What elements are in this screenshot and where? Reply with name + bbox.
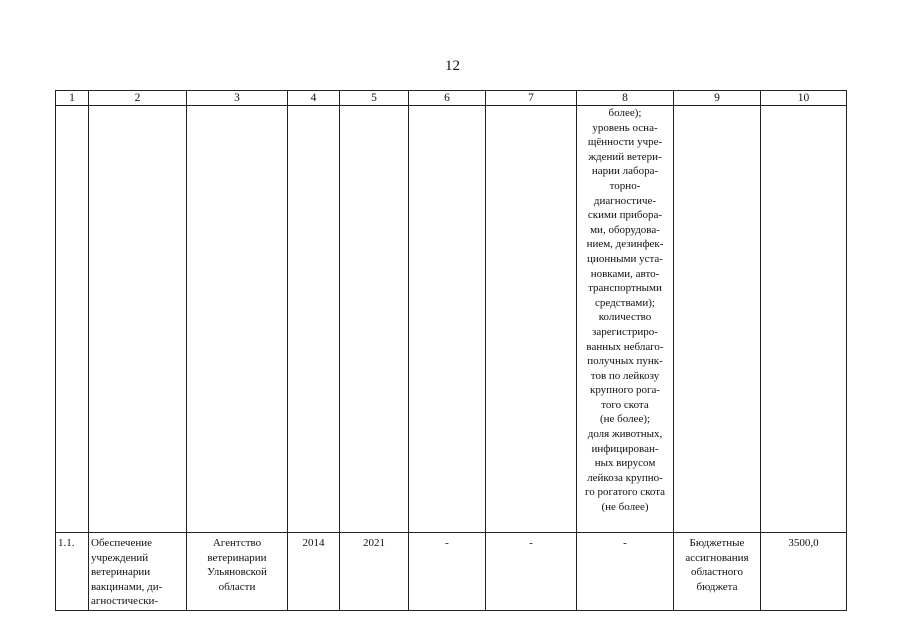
text-line: ветеринарии bbox=[91, 566, 151, 579]
col-header-1: 1 bbox=[56, 91, 89, 106]
text-line: скими прибора- bbox=[587, 209, 663, 222]
text-line: ных вирусом bbox=[594, 457, 656, 470]
col-header-3: 3 bbox=[187, 91, 288, 106]
executor-cell bbox=[187, 533, 288, 611]
text-line: новками, авто- bbox=[590, 267, 660, 280]
text-line: более); bbox=[608, 107, 642, 119]
text-line: ассигнования bbox=[685, 551, 749, 564]
text-line: Ульяновской bbox=[207, 566, 267, 579]
cell-empty bbox=[187, 106, 288, 533]
text-line: зарегистриро- bbox=[592, 325, 658, 338]
funding-source bbox=[676, 536, 758, 594]
text-line: транспортными bbox=[588, 282, 662, 295]
text-line: лейкоза крупно- bbox=[587, 471, 663, 484]
page-number: 12 bbox=[445, 58, 460, 74]
text-line: нарии лабора- bbox=[591, 165, 659, 178]
text-line: получных пунк- bbox=[587, 355, 663, 368]
text-line: ветеринарии bbox=[207, 551, 267, 564]
text-line: агностически- bbox=[91, 595, 159, 608]
end-year: 2021 bbox=[340, 533, 409, 611]
cell-empty bbox=[409, 106, 486, 533]
col6-value: - bbox=[409, 533, 486, 611]
text-line: ми, оборудова- bbox=[590, 223, 660, 236]
text-line: го рогатого скота bbox=[584, 486, 666, 499]
cell-empty bbox=[56, 106, 89, 533]
text-line: крупного рога- bbox=[589, 384, 661, 397]
text-line: количество bbox=[598, 311, 652, 324]
cell-empty bbox=[340, 106, 409, 533]
cell-empty bbox=[761, 106, 847, 533]
col-header-6: 6 bbox=[409, 91, 486, 106]
funding-source-cell bbox=[674, 533, 761, 611]
text-line: бюджета bbox=[696, 580, 738, 593]
col-header-5: 5 bbox=[340, 91, 409, 106]
cell-empty bbox=[288, 106, 340, 533]
text-line: ционными уста- bbox=[587, 252, 663, 265]
cell-empty bbox=[89, 106, 187, 533]
text-line: Агентство bbox=[212, 537, 262, 549]
cell-empty bbox=[486, 106, 577, 533]
col-header-8: 8 bbox=[577, 91, 674, 106]
col-header-10: 10 bbox=[761, 91, 847, 106]
text-line: диагностиче- bbox=[593, 194, 657, 207]
text-line: ждений ветери- bbox=[588, 150, 662, 163]
continuation-row bbox=[56, 106, 847, 533]
executor bbox=[189, 536, 285, 594]
funding-amount: 3500,0 bbox=[761, 533, 847, 611]
col8-value: - bbox=[577, 533, 674, 611]
row-number: 1.1. bbox=[56, 533, 89, 611]
start-year: 2014 bbox=[288, 533, 340, 611]
text-line: уровень осна- bbox=[592, 121, 658, 134]
text-line: (не более) bbox=[601, 501, 649, 514]
indicators-text bbox=[579, 106, 671, 515]
table-row bbox=[56, 533, 847, 611]
program-table bbox=[55, 90, 847, 611]
text-line: средствами); bbox=[595, 296, 655, 309]
col-header-2: 2 bbox=[89, 91, 187, 106]
text-line: нием, дезинфек- bbox=[586, 238, 664, 251]
measure-name-cell bbox=[89, 533, 187, 611]
text-line: учреждений bbox=[91, 551, 149, 564]
measure-name bbox=[91, 536, 184, 609]
text-line: области bbox=[218, 580, 256, 593]
text-line: ванных неблаго- bbox=[586, 340, 664, 353]
text-line: тов по лейкозу bbox=[590, 369, 660, 382]
col-header-4: 4 bbox=[288, 91, 340, 106]
text-line: инфицирован- bbox=[591, 442, 659, 455]
text-line: Обеспечение bbox=[91, 537, 152, 549]
text-line: (не более); bbox=[599, 413, 651, 426]
col-header-7: 7 bbox=[486, 91, 577, 106]
indicators-cell bbox=[577, 106, 674, 533]
column-header-row bbox=[56, 91, 847, 106]
text-line: Бюджетные bbox=[689, 537, 745, 549]
text-line: того скота bbox=[601, 398, 649, 411]
text-line: щённости учре- bbox=[587, 136, 663, 149]
text-line: областного bbox=[690, 566, 743, 579]
text-line: доля животных, bbox=[587, 428, 663, 441]
text-line: торно- bbox=[609, 179, 641, 192]
col7-value: - bbox=[486, 533, 577, 611]
text-line: вакцинами, ди- bbox=[91, 580, 163, 593]
col-header-9: 9 bbox=[674, 91, 761, 106]
cell-empty bbox=[674, 106, 761, 533]
